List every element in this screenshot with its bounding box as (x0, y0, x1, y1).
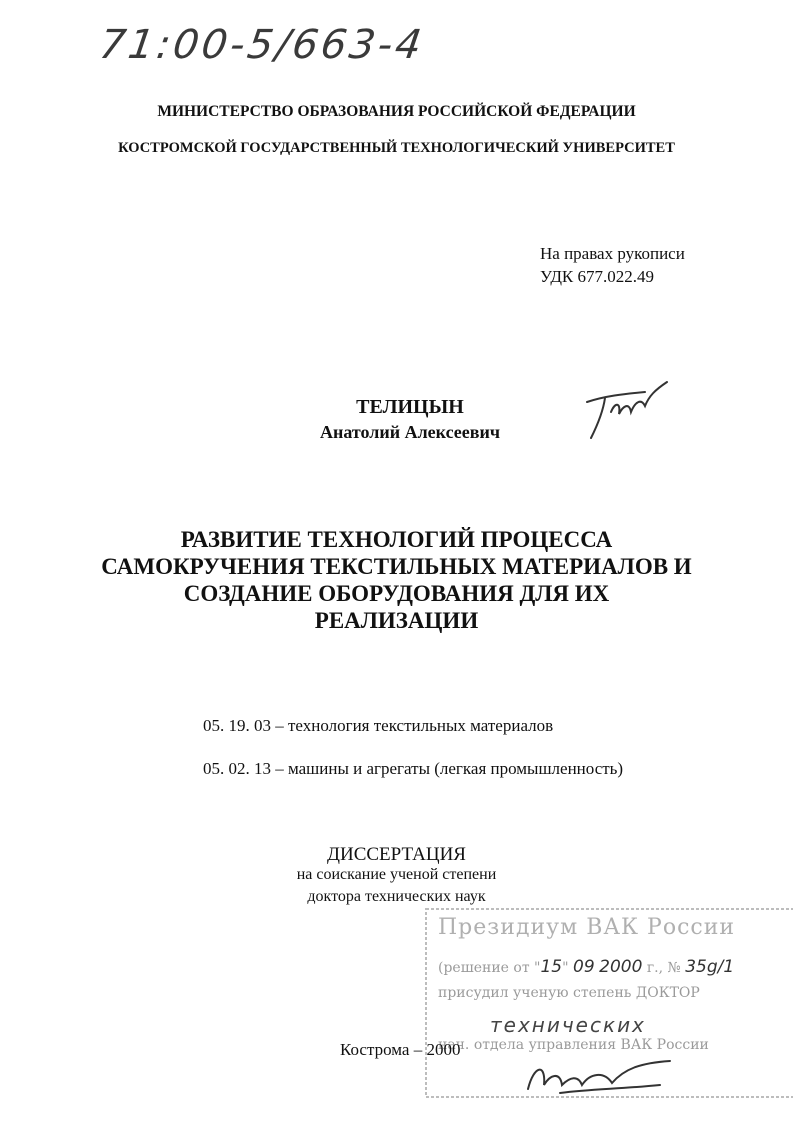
dissertation-label: ДИССЕРТАЦИЯ (327, 844, 466, 865)
stamp-signature (520, 1055, 680, 1099)
specialty-code: 05. 02. 13 – машины и агрегаты (легкая промышленность) (203, 759, 624, 778)
stamp-decision (438, 957, 734, 977)
stamp-number: 35g/1 (685, 957, 735, 977)
stamp-decision-prefix: (решение от " (438, 960, 541, 976)
stamp-decision-suffix: г., № (646, 960, 681, 976)
ministry-heading: МИНИСТЕРСТВО ОБРАЗОВАНИЯ РОССИЙСКОЙ ФЕДЕРАЦИИ (157, 103, 636, 120)
university-heading: КОСТРОМСКОЙ ГОСУДАРСТВЕННЫЙ ТЕХНОЛОГИЧЕСКИЙ УНИВЕРСИТЕТ (118, 140, 675, 156)
stamp-title: Президиум ВАК России (438, 915, 736, 940)
stamp-month: 09 (573, 957, 595, 977)
title-line: СОЗДАНИЕ ОБОРУДОВАНИЯ ДЛЯ ИХ РЕАЛИЗАЦИИ (183, 581, 610, 633)
degree-line: на соискание ученой степени (296, 866, 497, 883)
author-surname: ТЕЛИЦЫН (356, 396, 464, 418)
stamp-year: 2000 (599, 957, 643, 977)
title-line: САМОКРУЧЕНИЯ ТЕКСТИЛЬНЫХ МАТЕРИАЛОВ И (101, 554, 692, 579)
city-year: Кострома – 2000 (340, 1040, 461, 1059)
manuscript-rights-label: На правах рукописи (540, 244, 685, 263)
vak-stamp (420, 905, 793, 1105)
author-given-name: Анатолий Алексеевич (319, 422, 501, 442)
author-signature (575, 372, 675, 444)
stamp-department: нач. отдела управления ВАК России (438, 1037, 709, 1053)
degree-line: доктора технических наук (307, 888, 486, 905)
stamp-quote: " (562, 960, 569, 976)
udk-code: УДК 677.022.49 (540, 267, 655, 286)
stamp-day: 15 (540, 957, 563, 977)
specialty-code: 05. 19. 03 – технология текстильных материалов (203, 716, 554, 735)
stamp-degree-field: технических (490, 1013, 646, 1037)
stamp-degree-awarded: присудил ученую степень ДОКТОР (438, 985, 700, 1001)
dissertation-title (100, 526, 693, 634)
archive-code: 71:00-5/663-4 (96, 22, 428, 68)
title-line: РАЗВИТИЕ ТЕХНОЛОГИЙ ПРОЦЕССА (180, 527, 613, 552)
